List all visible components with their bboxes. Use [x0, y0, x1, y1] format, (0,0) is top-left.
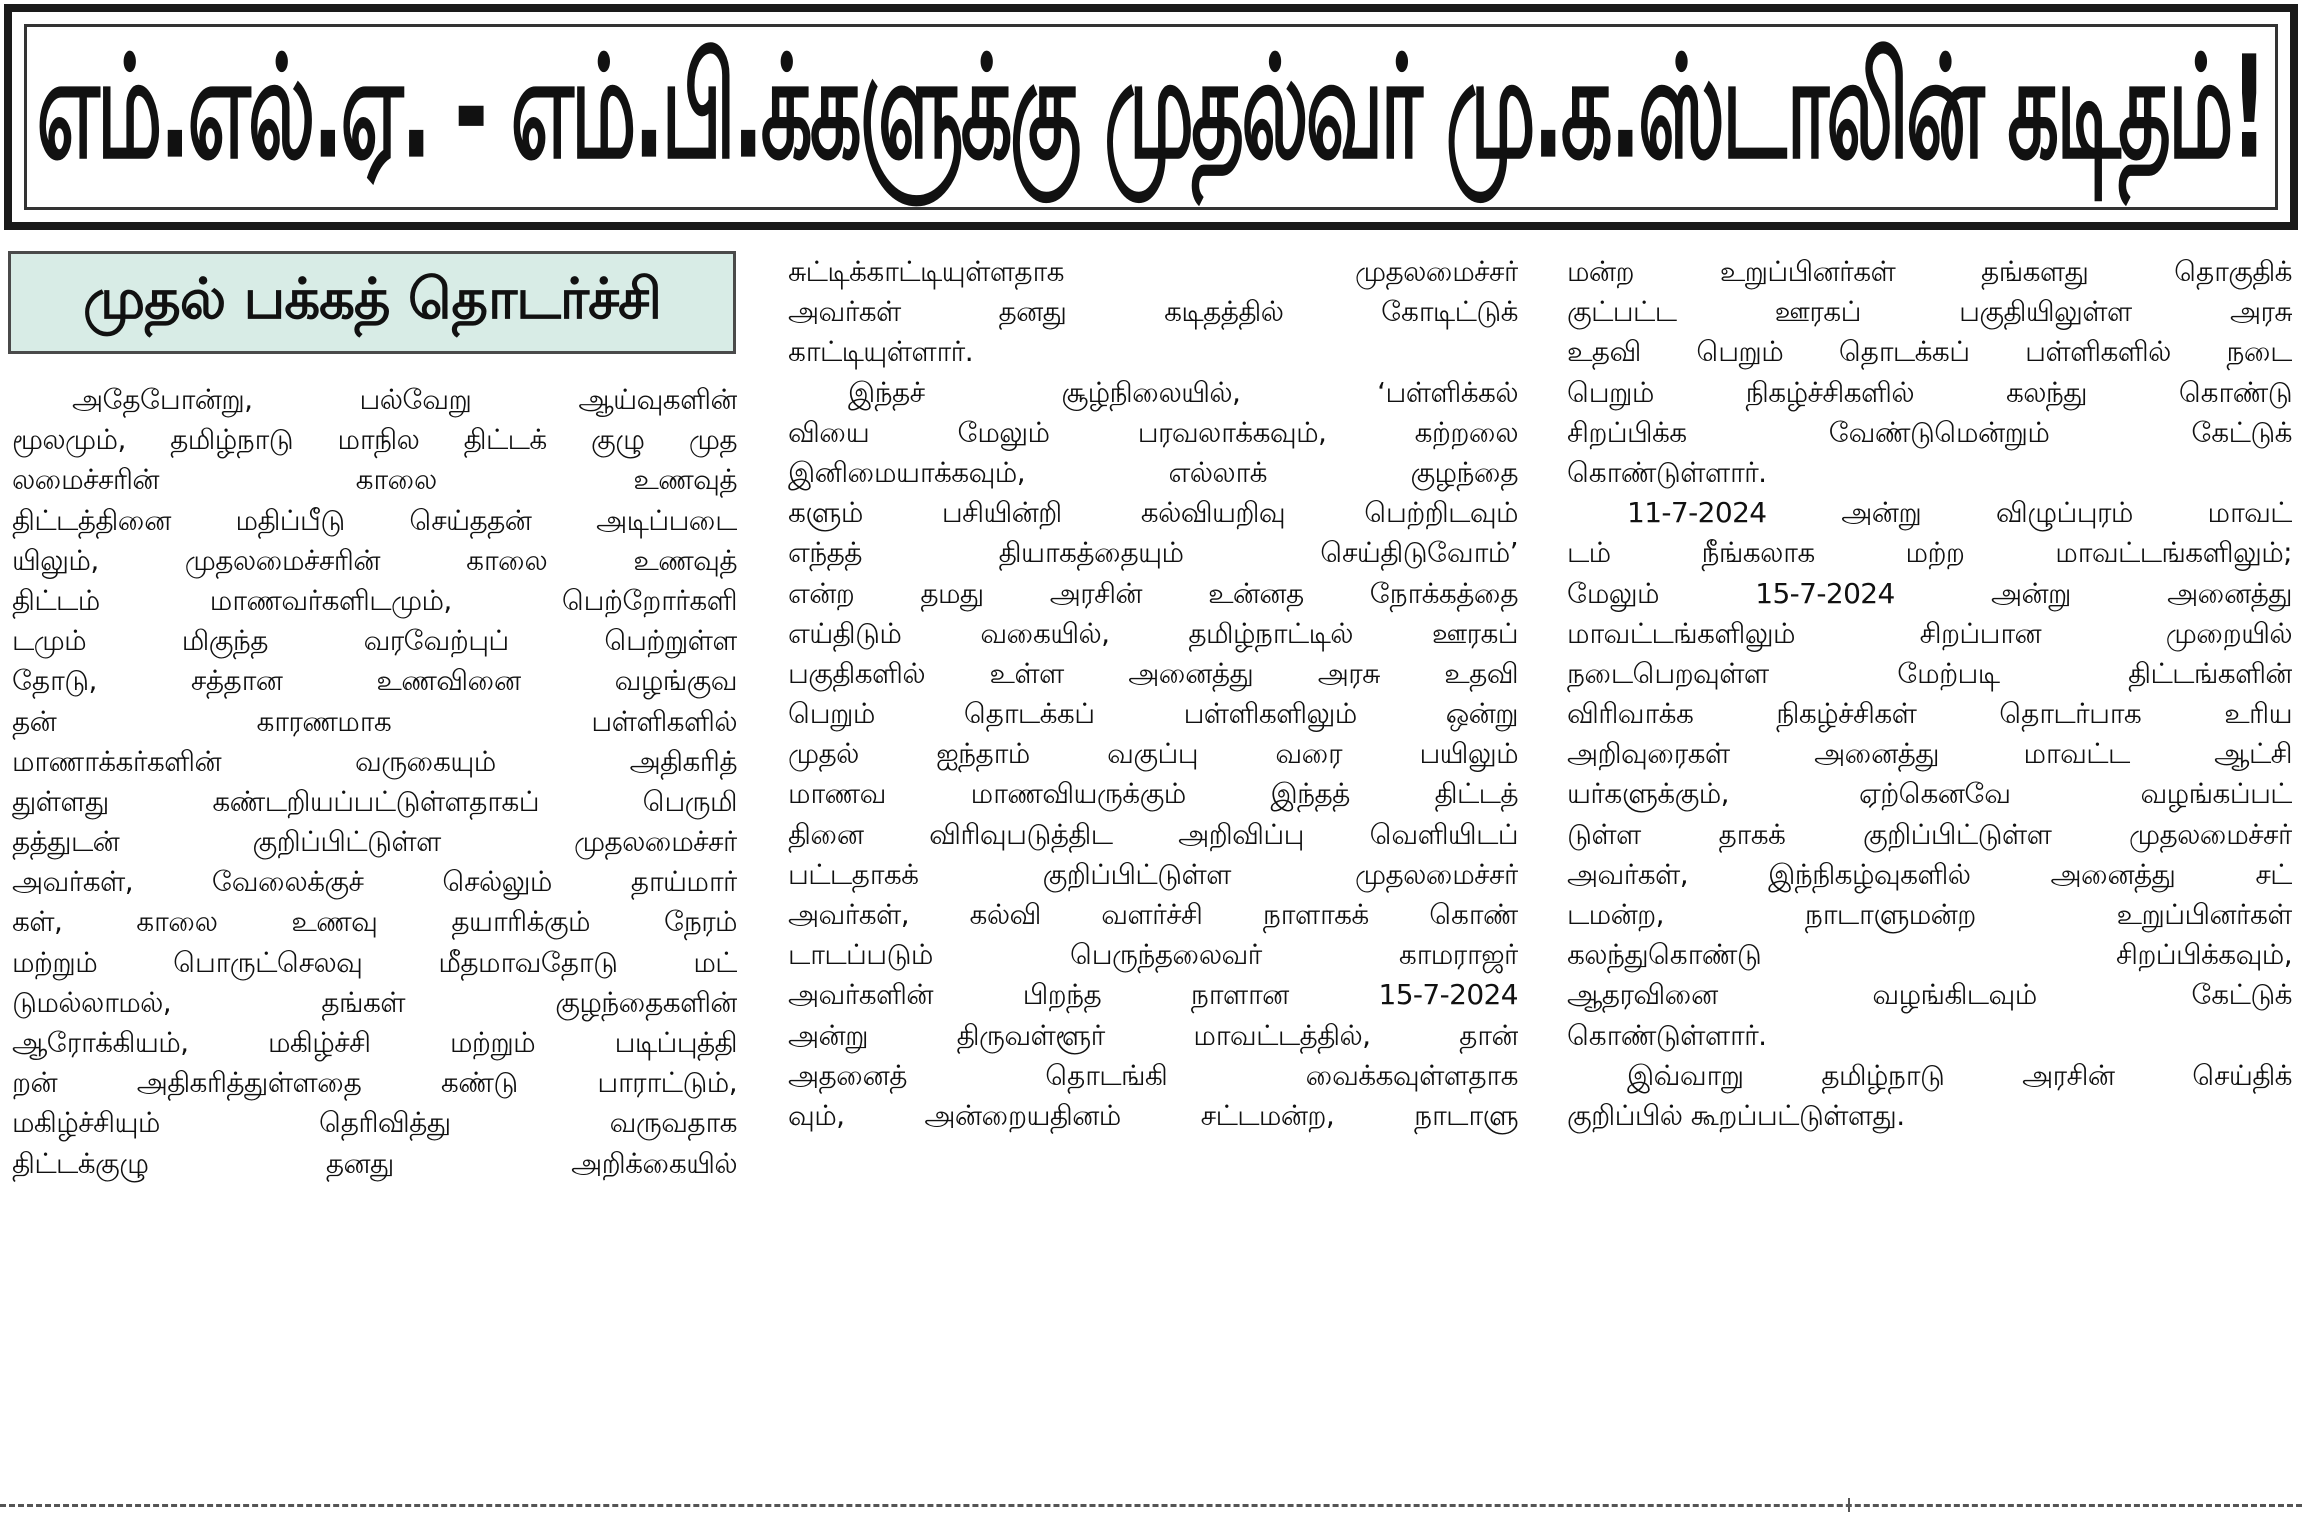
text-line: தன் காரணமாக பள்ளிகளில் — [12, 704, 737, 738]
text-line: மூலமும், தமிழ்நாடு மாநில திட்டக் குழு முத — [12, 423, 737, 457]
text-line: மாணவ மாணவியருக்கும் இந்தத் திட்டத் — [788, 777, 1518, 811]
article-column-3 — [1567, 252, 2292, 1136]
text-line: 11-7-2024 அன்று விழுப்புரம் மாவட் — [1627, 496, 2292, 530]
text-line: சிறப்பிக்க வேண்டுமென்றும் கேட்டுக் — [1567, 415, 2292, 449]
text-line: ஆரோக்கியம், மகிழ்ச்சி மற்றும் படிப்புத்தி — [12, 1026, 737, 1059]
text-line: றன் அதிகரித்துள்ளதை கண்டு பாராட்டும், — [12, 1066, 737, 1100]
article-column-1 — [12, 380, 737, 1184]
text-line: தத்துடன் குறிப்பிட்டுள்ள முதலமைச்சர் — [12, 825, 737, 859]
text-line: குட்பட்ட ஊரகப் பகுதியிலுள்ள அரசு — [1567, 295, 2292, 329]
text-line: குறிப்பில் கூறப்பட்டுள்ளது. — [1567, 1098, 1905, 1132]
text-line: வியை மேலும் பரவலாக்கவும், கற்றலை — [788, 415, 1518, 449]
text-line: கொண்டுள்ளார். — [1567, 1018, 1767, 1052]
divider-tick — [1848, 1498, 1850, 1512]
text-line: எய்திடும் வகையில், தமிழ்நாட்டில் ஊரகப் — [788, 616, 1518, 650]
text-line: மாவட்டங்களிலும் சிறப்பான முறையில் — [1567, 616, 2292, 650]
section-label-box — [8, 251, 736, 354]
text-line: டமும் மிகுந்த வரவேற்புப் பெற்றுள்ள — [12, 624, 737, 658]
text-line: என்ற தமது அரசின் உன்னத நோக்கத்தை — [788, 576, 1518, 610]
text-line: ஆதரவினை வழங்கிடவும் கேட்டுக் — [1567, 978, 2292, 1012]
section-label: முதல் பக்கத் தொடர்ச்சி — [83, 266, 661, 332]
text-line: அவர்கள், இந்நிகழ்வுகளில் அனைத்து சட் — [1567, 857, 2292, 891]
text-line: வும், அன்றையதினம் சட்டமன்ற, நாடாளு — [788, 1098, 1518, 1132]
text-line: பட்டதாகக் குறிப்பிட்டுள்ள முதலமைச்சர் — [788, 857, 1518, 891]
text-line: திட்டக்குழு தனது அறிக்கையில் — [12, 1146, 737, 1180]
text-line: தினை விரிவுபடுத்திட அறிவிப்பு வெளியிடப் — [788, 817, 1518, 851]
text-line: டம் நீங்கலாக மற்ற மாவட்டங்களிலும்; — [1567, 536, 2292, 570]
text-line: யர்களுக்கும், ஏற்கெனவே வழங்கப்பட் — [1567, 777, 2292, 811]
text-line: எந்தத் தியாகத்தையும் செய்திடுவோம்’ — [788, 536, 1518, 570]
text-line: டாடப்படும் பெருந்தலைவர் காமராஜர் — [788, 938, 1518, 972]
text-line: யிலும், முதலமைச்சரின் காலை உணவுத் — [12, 543, 737, 577]
text-line: துள்ளது கண்டறியப்பட்டுள்ளதாகப் பெருமி — [12, 784, 737, 818]
text-line: மாணாக்கர்களின் வருகையும் அதிகரித் — [12, 744, 737, 778]
text-line: களும் பசியின்றி கல்வியறிவு பெற்றிடவும் — [788, 496, 1518, 530]
text-line: திட்டம் மாணவர்களிடமும், பெற்றோர்களி — [12, 583, 737, 617]
text-line: இந்தச் சூழ்நிலையில், ‘பள்ளிக்கல் — [848, 375, 1518, 409]
text-line: இனிமையாக்கவும், எல்லாக் குழந்தை — [788, 455, 1518, 489]
text-line: அதனைத் தொடங்கி வைக்கவுள்ளதாக — [788, 1058, 1518, 1092]
text-line: கலந்துகொண்டு சிறப்பிக்கவும், — [1567, 938, 2292, 972]
text-line: மற்றும் பொருட்செலவு மீதமாவதோடு மட் — [12, 945, 737, 979]
text-line: லமைச்சரின் காலை உணவுத் — [12, 463, 737, 497]
text-line: நடைபெறவுள்ள மேற்படி திட்டங்களின் — [1567, 656, 2292, 690]
headline-frame — [4, 4, 2298, 230]
text-line: அன்று திருவள்ளூர் மாவட்டத்தில், தான் — [788, 1018, 1518, 1052]
text-line: அறிவுரைகள் அனைத்து மாவட்ட ஆட்சி — [1567, 737, 2292, 771]
text-line: மகிழ்ச்சியும் தெரிவித்து வருவதாக — [12, 1106, 737, 1140]
text-line: முதல் ஐந்தாம் வகுப்பு வரை பயிலும் — [788, 737, 1518, 771]
text-line: மேலும் 15-7-2024 அன்று அனைத்து — [1567, 576, 2292, 610]
text-line: இவ்வாறு தமிழ்நாடு அரசின் செய்திக் — [1627, 1058, 2292, 1092]
text-line: அவர்கள், வேலைக்குச் செல்லும் தாய்மார் — [12, 865, 737, 899]
text-line: டுள்ள தாகக் குறிப்பிட்டுள்ள முதலமைச்சர் — [1567, 817, 2292, 851]
text-line: டமன்ற, நாடாளுமன்ற உறுப்பினர்கள் — [1567, 898, 2292, 931]
text-line: பெறும் தொடக்கப் பள்ளிகளிலும் ஒன்று — [788, 697, 1518, 731]
dashed-divider — [0, 1504, 2302, 1507]
text-line: கொண்டுள்ளார். — [1567, 455, 1767, 489]
text-line: திட்டத்தினை மதிப்பீடு செய்ததன் அடிப்படை — [12, 503, 737, 537]
text-line: சுட்டிக்காட்டியுள்ளதாக முதலமைச்சர் — [788, 255, 1518, 288]
text-line: விரிவாக்க நிகழ்ச்சிகள் தொடர்பாக உரிய — [1567, 697, 2292, 731]
text-line: பெறும் நிகழ்ச்சிகளில் கலந்து கொண்டு — [1567, 375, 2292, 409]
text-line: டுமல்லாமல், தங்கள் குழந்தைகளின் — [12, 985, 737, 1019]
text-line: மன்ற உறுப்பினர்கள் தங்களது தொகுதிக் — [1567, 255, 2292, 288]
text-line: கள், காலை உணவு தயாரிக்கும் நேரம் — [12, 905, 737, 939]
text-line: காட்டியுள்ளார். — [788, 335, 974, 369]
text-line: அவர்கள், கல்வி வளர்ச்சி நாளாகக் கொண் — [788, 898, 1518, 931]
headline: எம்.எல்.ஏ. - எம்.பி.க்களுக்கு முதல்வர் மு.க.ஸ்டாலின் கடிதம்! — [36, 24, 2266, 191]
text-line: தோடு, சத்தான உணவினை வழங்குவ — [12, 664, 737, 698]
text-line: பகுதிகளில் உள்ள அனைத்து அரசு உதவி — [788, 656, 1518, 690]
headline-inner-frame — [24, 24, 2278, 210]
text-line: அதேபோன்று, பல்வேறு ஆய்வுகளின் — [72, 383, 737, 416]
text-line: உதவி பெறும் தொடக்கப் பள்ளிகளில் நடை — [1567, 335, 2292, 369]
article-column-2 — [788, 252, 1518, 1136]
text-line: அவர்களின் பிறந்த நாளான 15-7-2024 — [788, 978, 1518, 1012]
text-line: அவர்கள் தனது கடிதத்தில் கோடிட்டுக் — [788, 295, 1518, 329]
